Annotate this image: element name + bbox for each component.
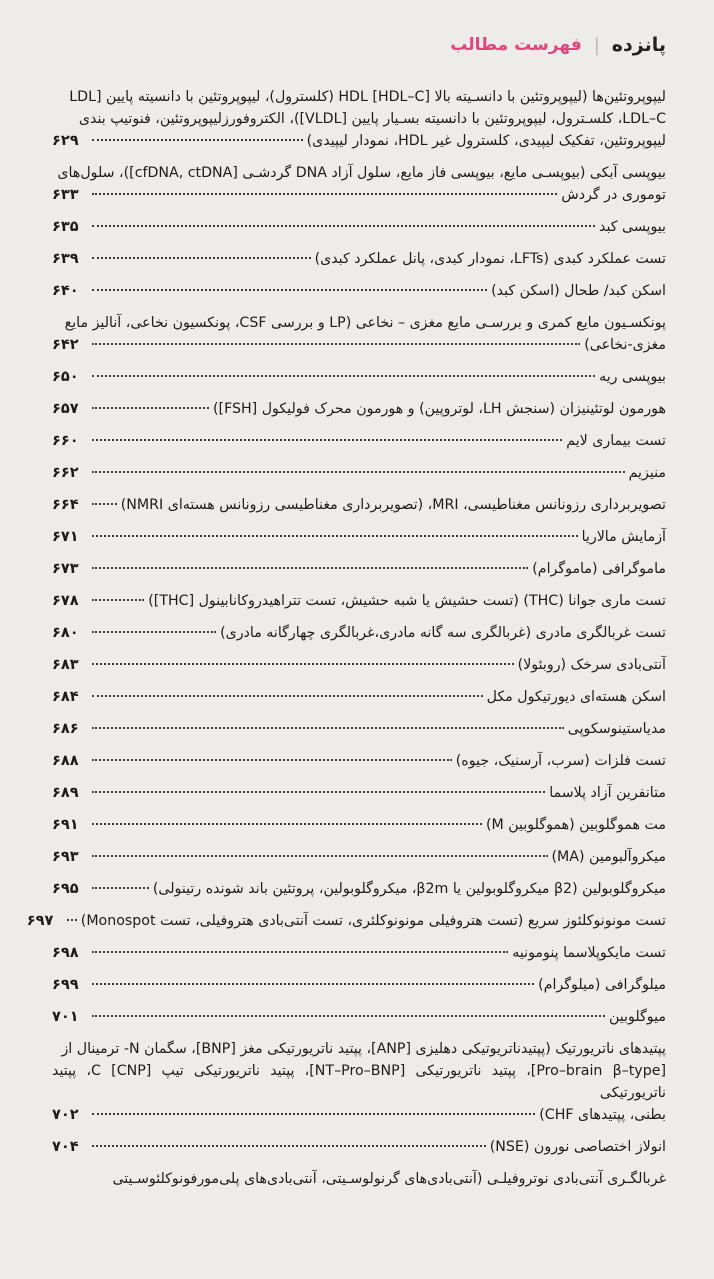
toc-entry-title: ماموگرافی (ماموگرام) [532, 561, 666, 577]
toc-entry-title: تست فلزات (سرب، آرسنیک، جیوه) [455, 753, 666, 769]
toc-page-number: ۶۴۰ [52, 283, 79, 299]
toc-page-number: ۶۷۱ [52, 529, 79, 545]
toc-entry-row [52, 814, 666, 836]
dot-leader [92, 193, 557, 195]
toc-entry-title: تست غربالگری مادری (غربالگری سه گانه مادری،غربالگری چهارگانه مادری) [220, 625, 666, 641]
dot-leader [92, 759, 452, 761]
toc-entry [52, 526, 666, 548]
dot-leader [92, 727, 564, 729]
toc-entry [52, 974, 666, 996]
toc-entry [52, 366, 666, 388]
toc-page-number: ۷۰۱ [52, 1009, 79, 1025]
table-of-contents [26, 86, 666, 1158]
toc-entry-title: اسکن هسته‌ای دیورتیکول مکل [486, 689, 666, 705]
toc-page-number: ۶۲۹ [52, 133, 79, 149]
toc-entry [52, 312, 666, 356]
toc-entry [52, 1136, 666, 1158]
section-title: فهرست مطالب [450, 35, 582, 55]
toc-page-number: ۶۳۳ [52, 187, 79, 203]
dot-leader [92, 695, 483, 697]
toc-entry-row [52, 622, 666, 644]
toc-entry-title: آزمایش مالاریا [581, 529, 666, 545]
toc-entry [52, 942, 666, 964]
toc-entry-row [52, 216, 666, 238]
toc-page-number: ۶۸۳ [52, 657, 79, 673]
toc-entry-row [52, 366, 666, 388]
toc-entry-title: تست بیماری لایم [566, 433, 666, 449]
toc-entry [52, 782, 666, 804]
toc-entry-row [52, 184, 666, 206]
toc-entry-title: بیوپسی کبد [599, 219, 666, 235]
toc-page-number: ۶۸۹ [52, 785, 79, 801]
toc-entry-title: هورمون لوتئینیزان (سنجش LH، لوتروپین) و هورمون محرک فولیکول [FSH]) [212, 401, 666, 417]
toc-entry-row [52, 1104, 666, 1126]
toc-entry-row [52, 718, 666, 740]
toc-page-number: ۶۷۸ [52, 593, 79, 609]
toc-page-number: ۶۹۳ [52, 849, 79, 865]
toc-entry-line: LDL–C، کلسـترول، لیپوپروتئین با دانسیته بسـیار پایین [VLDL])، الکتروفورزلیپوپروتئین، فنوتیپ بندی [78, 111, 666, 127]
toc-entry-row [52, 462, 666, 484]
toc-entry-title: اسکن کبد/ طحال (اسکن کبد) [491, 283, 666, 299]
toc-entry-title: انولاز اختصاصی نورون (NSE) [489, 1139, 666, 1155]
toc-entry-row [52, 248, 666, 270]
toc-entry-row [52, 398, 666, 420]
dot-leader [92, 855, 548, 857]
toc-page-number: ۶۸۰ [52, 625, 79, 641]
toc-page-number: ۶۹۵ [52, 881, 79, 897]
toc-entry-line: پپتیدهای ناتریورتیک (پپتیدناتریوتیکی دهلیزی [ANP]، پپتید ناتریورتیکی مغز [BNP]، سگمان N- ترمینال از [61, 1041, 666, 1057]
toc-page-number: ۶۸۴ [52, 689, 79, 705]
dot-leader [92, 225, 595, 227]
toc-page-number: ۶۴۲ [52, 337, 79, 353]
dot-leader [92, 1145, 486, 1147]
toc-entry [52, 462, 666, 484]
toc-page-number: ۶۹۸ [52, 945, 79, 961]
dot-leader [92, 567, 528, 569]
toc-entry-line: بیوپسی آبکی (بیوپسـی مایع، بیوپسی فاز مایع، سلول آزاد DNA گردشـی [cfDNA, ctDNA])، سلول‌های [57, 165, 666, 181]
toc-entry-row [52, 430, 666, 452]
toc-entry-row [26, 910, 666, 932]
toc-entry-title: مت هموگلوبین (هموگلوبین M) [485, 817, 666, 833]
toc-entry-title: تست ماری جوانا (THC) (تست حشیش یا شبه حشیش، تست تتراهیدروکانابینول [THC]) [148, 593, 666, 609]
toc-entry [52, 280, 666, 302]
toc-entry-title: مغزی-نخاعی) [584, 337, 666, 353]
toc-page-number: ۷۰۴ [52, 1139, 79, 1155]
toc-entry [52, 622, 666, 644]
toc-entry [52, 814, 666, 836]
toc-entry-title: تست عملکرد کبدی (LFTs، نمودار کبدی، پانل عملکرد کبدی) [314, 251, 666, 267]
toc-page-number: ۶۹۱ [52, 817, 79, 833]
toc-entry [52, 590, 666, 612]
toc-entry [52, 1006, 666, 1028]
dot-leader [92, 887, 149, 889]
toc-page-number: ۶۸۶ [52, 721, 79, 737]
toc-entry-title: لیپوپروتئین، تفکیک لیپیدی، کلسترول غیر HDL، نمودار لیپیدی) [306, 133, 666, 149]
dot-leader [92, 663, 514, 665]
dot-leader [92, 343, 580, 345]
toc-entry-row [52, 1136, 666, 1158]
toc-entry-title: آنتی‌بادی سرخک (روبئولا) [517, 657, 666, 673]
toc-entry [52, 216, 666, 238]
toc-trailing-line: غربالگـری آنتی‌بادی نوتروفیلـی (آنتی‌بادی‌های گرنولوسـیتی، آنتی‌بادی‌های پلی‌مورفونوکلئوسـیتی [112, 1171, 666, 1187]
toc-entry-title: میکروآلبومین (MA) [551, 849, 666, 865]
toc-entry-title: میکروگلوبولین (β2 میکروگلوبولین یا β2m، میکروگلوبولین، پروتئین باند شونده رتینولی) [152, 881, 666, 897]
toc-page-number: ۷۰۲ [52, 1107, 79, 1123]
dot-leader [92, 599, 144, 601]
toc-entry-row [52, 974, 666, 996]
dot-leader [92, 631, 216, 633]
toc-entry-row [52, 494, 666, 516]
toc-entry-title: متانفرین آزاد پلاسما [549, 785, 666, 801]
header-separator: | [593, 34, 600, 56]
toc-entry-row [52, 878, 666, 900]
dot-leader [92, 983, 534, 985]
toc-entry [52, 162, 666, 206]
toc-entry-row [52, 942, 666, 964]
toc-entry-title: تصویربرداری رزونانس مغناطیسی، MRI، (تصویربرداری مغناطیسی رزونانس هسته‌ای NMRI) [120, 497, 666, 513]
toc-entry-row [52, 334, 666, 356]
toc-entry [52, 248, 666, 270]
toc-entry-line: [Pro–brain β–type]، پپتید ناتریورتیکی [NT–Pro–BNP]، پپتید ناتریورتیکی تیپ C [CNP]، پپتید ناتریورتیکی [52, 1063, 666, 1101]
toc-entry-title: تست مونونوکلئوز سریع (تست هتروفیلی مونونوکلئری، تست آنتی‌بادی هتروفیلی، تست Monospot) [80, 913, 666, 929]
toc-entry-row [52, 280, 666, 302]
toc-entry-row [52, 654, 666, 676]
toc-entry-line: پونکسـیون مایع کمری و بررسـی مایع مغزی – نخاعی (LP و بررسی CSF، پونکسیون نخاعی، آنالیز مایع [64, 315, 666, 331]
toc-entry-title: تست مایکوپلاسما پنومونیه [512, 945, 666, 961]
toc-entry [26, 910, 666, 932]
toc-entry [52, 86, 666, 152]
toc-entry-row [52, 558, 666, 580]
toc-entry-row [52, 526, 666, 548]
toc-entry-row [52, 782, 666, 804]
toc-entry-row [52, 1006, 666, 1028]
toc-entry [52, 494, 666, 516]
toc-entry-title: میلوگرافی (میلوگرام) [538, 977, 666, 993]
toc-page-number: ۶۵۰ [52, 369, 79, 385]
toc-entry [52, 558, 666, 580]
dot-leader [92, 535, 578, 537]
toc-page-number: ۶۳۵ [52, 219, 79, 235]
toc-entry [52, 398, 666, 420]
page-number-word: پانزده [611, 34, 666, 56]
toc-page-number: ۶۷۳ [52, 561, 79, 577]
toc-entry [52, 846, 666, 868]
dot-leader [92, 439, 562, 441]
toc-entry-row [52, 686, 666, 708]
dot-leader [92, 503, 117, 505]
toc-entry-title: منیزیم [628, 465, 666, 481]
dot-leader [92, 791, 545, 793]
toc-entry [52, 686, 666, 708]
toc-entry-row [52, 130, 666, 152]
toc-page-number: ۶۹۹ [52, 977, 79, 993]
toc-entry-line: لیپوپروتئین‌ها (لیپوپروتئین با دانسـیته بالا [HDL–C] HDL (کلسترول)، لیپوپروتئین با دانسیته پایین [LDL [69, 89, 666, 105]
toc-entry [52, 878, 666, 900]
dot-leader [92, 1015, 605, 1017]
toc-entry-row [52, 590, 666, 612]
toc-entry-row [52, 750, 666, 772]
toc-page-number: ۶۶۲ [52, 465, 79, 481]
toc-page-number: ۶۸۸ [52, 753, 79, 769]
toc-entry [52, 750, 666, 772]
dot-leader [92, 139, 303, 141]
toc-entry [52, 1038, 666, 1126]
toc-entry-title: مدیاستینوسکوپی [567, 721, 666, 737]
dot-leader [92, 257, 311, 259]
dot-leader [92, 289, 487, 291]
toc-entry-row [52, 846, 666, 868]
toc-entry [52, 654, 666, 676]
dot-leader [92, 823, 482, 825]
toc-entry-title: بیوپسی ریه [599, 369, 666, 385]
toc-page-number: ۶۳۹ [52, 251, 79, 267]
dot-leader [92, 471, 625, 473]
toc-entry-title: بطنی، پپتیدهای CHF) [539, 1107, 666, 1123]
toc-entry-title: میوگلوبین [608, 1009, 666, 1025]
dot-leader [67, 919, 77, 921]
toc-entry [52, 430, 666, 452]
toc-page-number: ۶۹۷ [26, 913, 54, 929]
toc-page-number: ۶۶۰ [52, 433, 79, 449]
dot-leader [92, 375, 595, 377]
dot-leader [92, 1113, 535, 1115]
running-header [52, 20, 666, 70]
dot-leader [92, 407, 209, 409]
toc-entry [52, 718, 666, 740]
toc-entry-title: توموری در گردش [561, 187, 666, 203]
toc-page-number: ۶۶۴ [52, 497, 79, 513]
dot-leader [92, 951, 508, 953]
toc-page-number: ۶۵۷ [52, 401, 79, 417]
